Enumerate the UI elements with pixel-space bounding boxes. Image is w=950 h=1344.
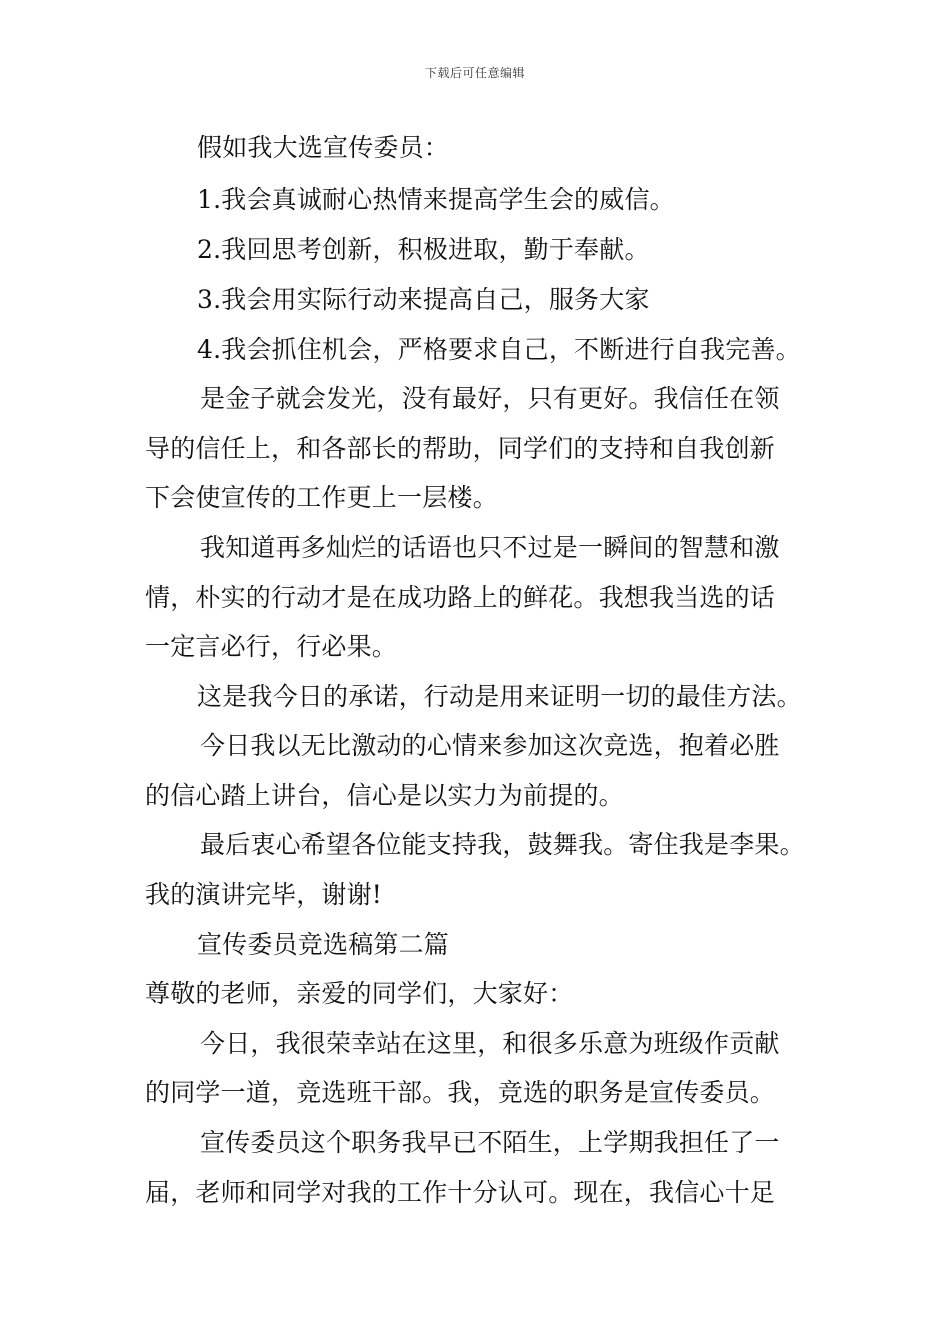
text-line: 假如我大选宣传委员： [197,133,450,162]
text-line: 情，朴实的行动才是在成功路上的鲜花。我想我当选的话 [145,583,776,612]
section-title: 宣传委员竞选稿第二篇 [197,930,450,959]
text-line: 我知道再多灿烂的话语也只不过是一瞬间的智慧和激 [200,533,780,562]
text-line: 最后衷心希望各位能支持我，鼓舞我。寄住我是李果。 [200,830,805,859]
text-line: 2.我回思考创新，积极进取，勤于奉献。 [197,235,650,264]
text-line: 这是我今日的承诺，行动是用来证明一切的最佳方法。 [197,682,802,711]
text-line: 是金子就会发光，没有最好，只有更好。我信任在领 [200,384,780,413]
text-line: 3.我会用实际行动来提高自己，服务大家 [197,285,650,314]
text-line: 届，老师和同学对我的工作十分认可。现在，我信心十足 [145,1178,776,1207]
text-line: 4.我会抓住机会，严格要求自己，不断进行自我完善。 [197,335,801,364]
page-header: 下载后可任意编辑 [424,66,525,80]
text-line: 一定言必行，行必果。 [145,632,398,661]
text-line: 1.我会真诚耐心热情来提高学生会的威信。 [197,185,675,214]
text-line: 今日我以无比激动的心情来参加这次竞选，抱着必胜 [200,731,780,760]
text-line: 下会使宣传的工作更上一层楼。 [145,483,498,512]
salutation: 尊敬的老师，亲爱的同学们，大家好： [145,979,574,1008]
text-line: 的信心踏上讲台，信心是以实力为前提的。 [145,781,624,810]
text-line: 宣传委员这个职务我早已不陌生，上学期我担任了一 [200,1128,780,1157]
text-line: 我的演讲完毕，谢谢! [145,880,383,909]
text-line: 今日，我很荣幸站在这里，和很多乐意为班级作贡献 [200,1029,780,1058]
text-line: 的同学一道，竞选班干部。我，竞选的职务是宣传委员。 [145,1078,776,1107]
text-line: 导的信任上，和各部长的帮助，同学们的支持和自我创新 [145,434,776,463]
